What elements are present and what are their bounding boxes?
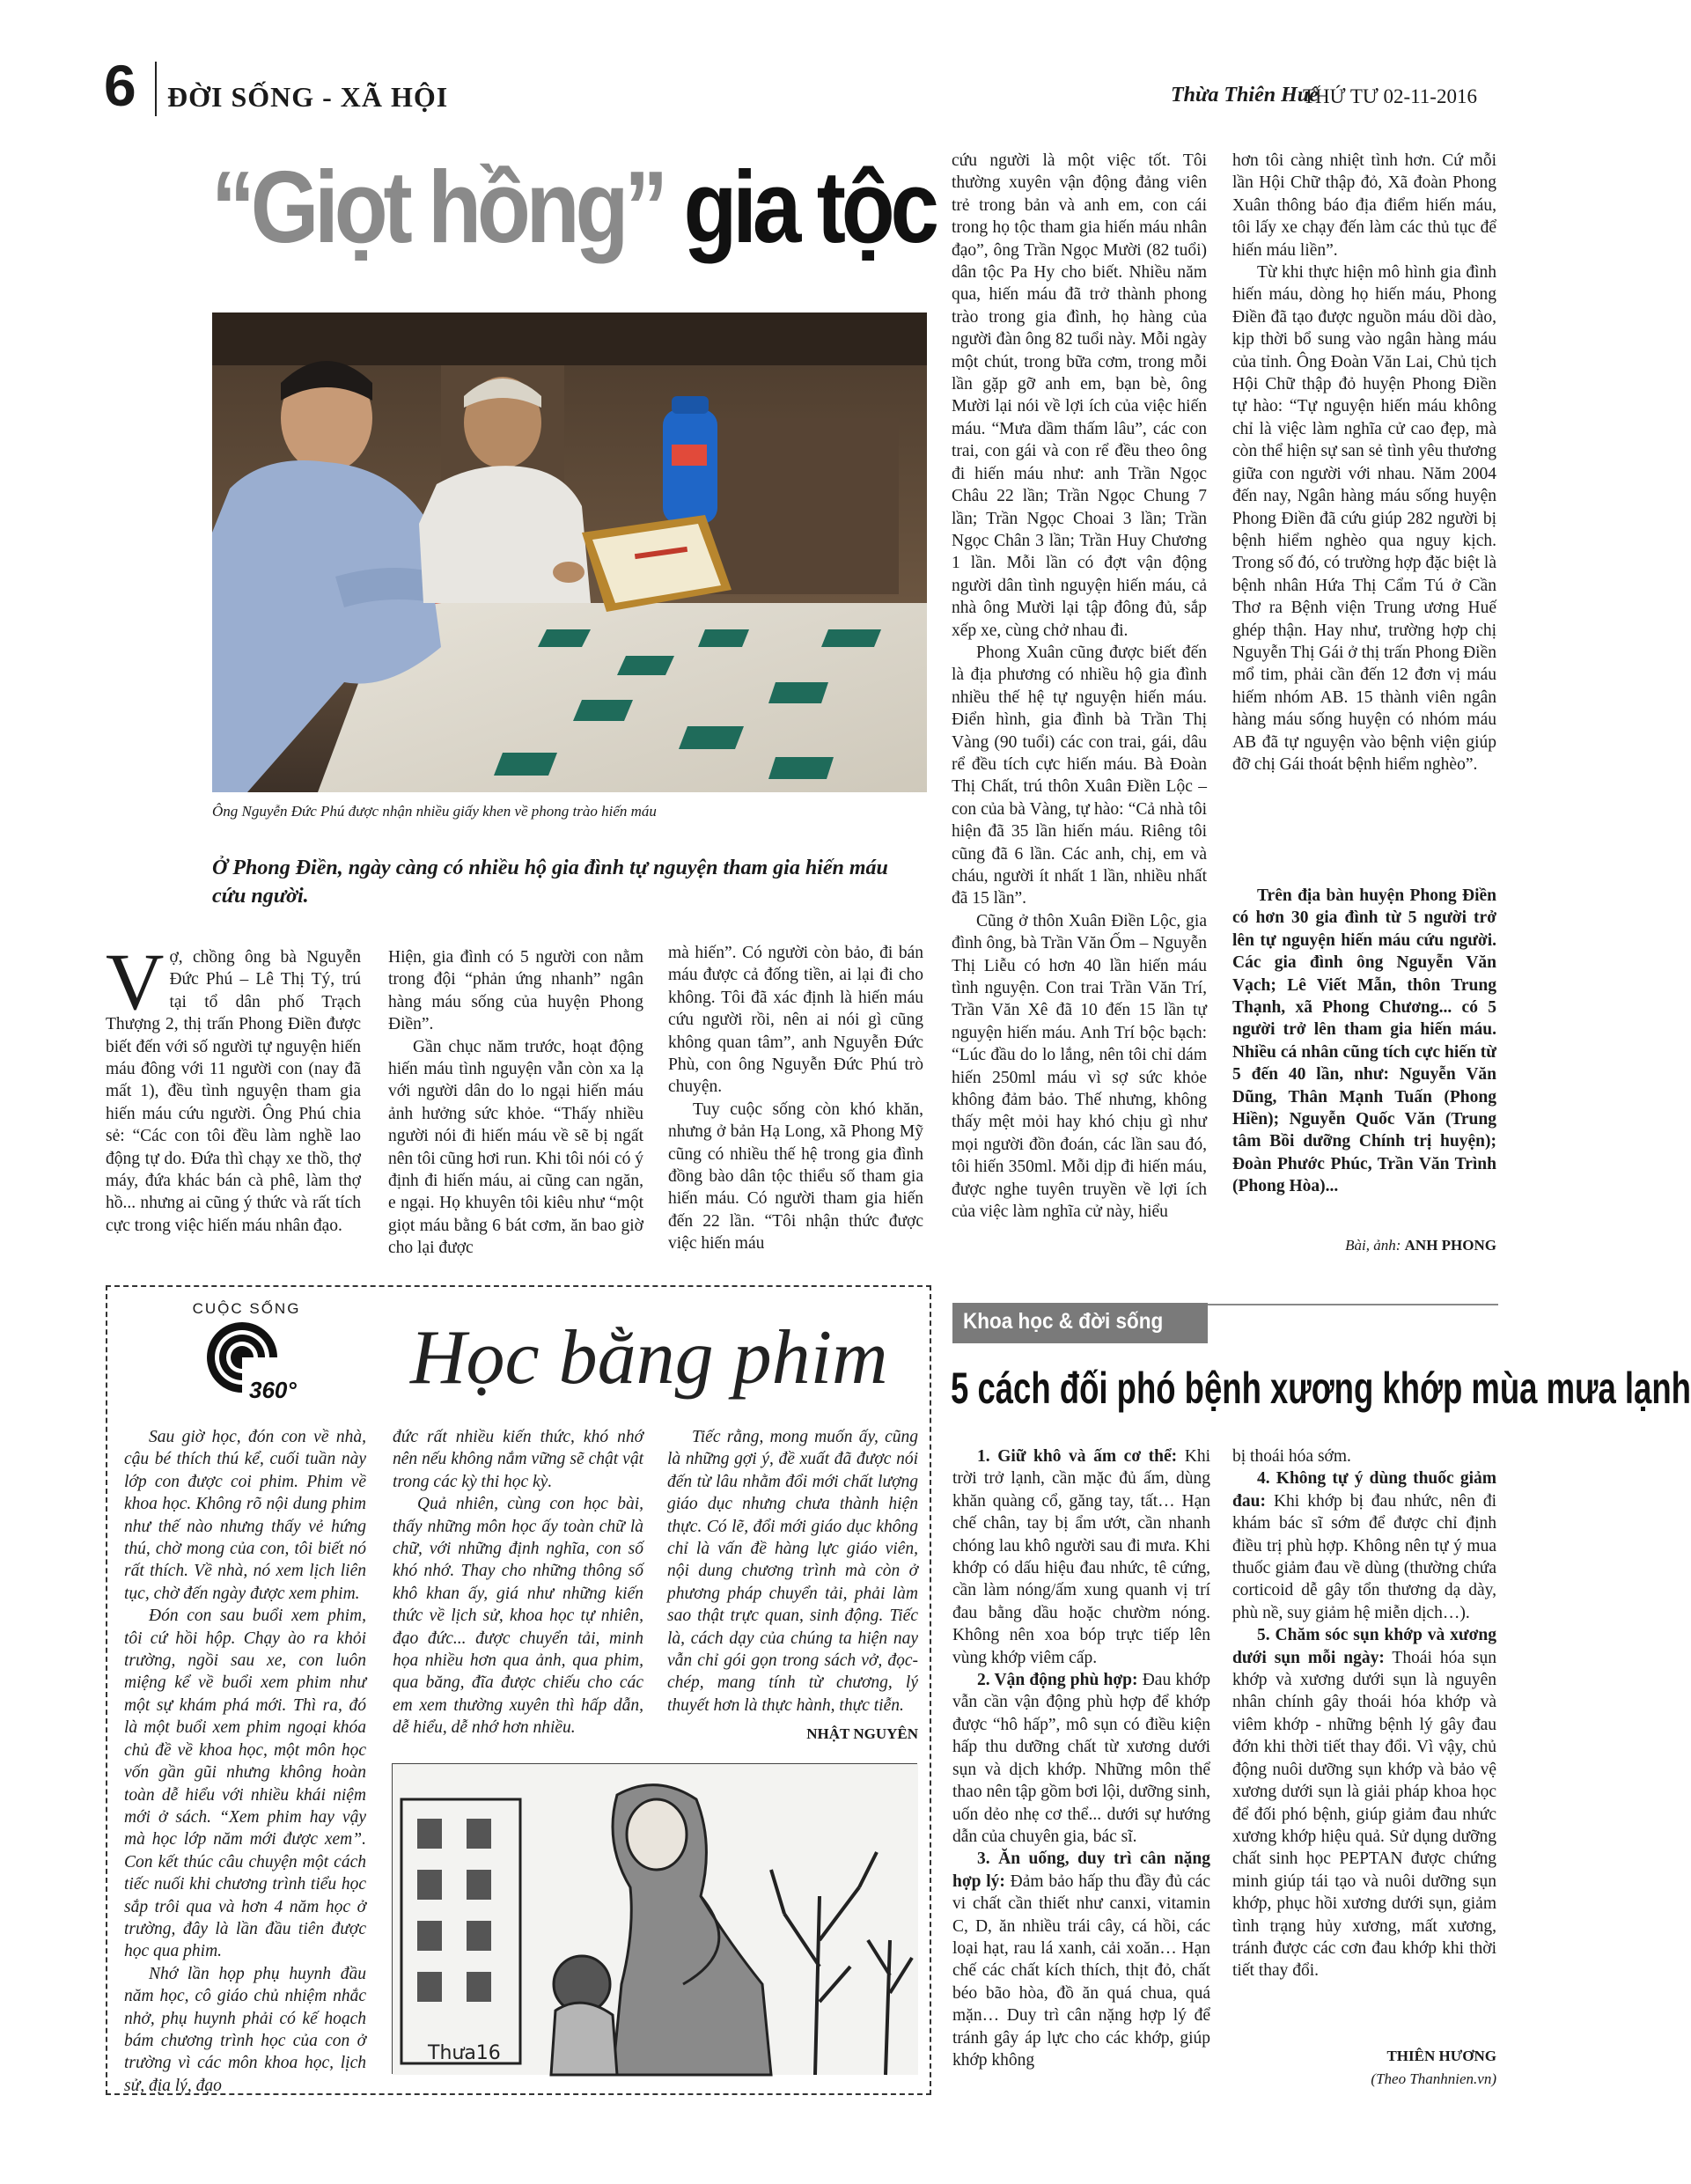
paragraph: Sau giờ học, đón con về nhà, cậu bé thích thú kể, cuối tuần này lớp con được coi phim. Phim về khoa học. Không rõ nội dung phim như thế nào nhưng thấy vẻ hứng thú, chờ mong của con, tôi biết nó rất thích. Về nhà, nó xem lịch liên tục, chờ đến ngày được xem phim. (124, 1428, 366, 1603)
paragraph: 1. Giữ khô và ấm cơ thể: Khi trời trở lạnh, cần mặc đủ ấm, dùng khăn quàng cổ, găng tay, tất… Hạn chế chân, tay bị ẩm ướt, cần nhanh chóng lau khô người sau đi mưa. Khi khớp có dấu hiệu đau nhức, tê cứng, cần làm nóng/ấm xung quanh vị trí đau bằng dầu hoặc chườm nóng. Không nên xoa bóp trực tiếp lên vùng khớp viêm cấp. (952, 1447, 1211, 1667)
headline-quoted: “Giọt hồng” (211, 150, 664, 264)
paragraph: Tuy cuộc sống còn khó khăn, nhưng ở bản Hạ Long, xã Phong Mỹ cũng có nhiều thế hệ trong gia đình đồng bào dân tộc thiểu số tham gia hiến máu. Có người tham gia hiến đến 22 lần. “Tôi nhận thức được việc hiến máu (668, 1099, 923, 1254)
science-source: (Theo Thanhnien.vn) (1371, 2070, 1496, 2087)
paragraph: Trên địa bàn huyện Phong Điền có hơn 30 gia đình từ 5 người trở lên tự nguyện hiến máu cứu người. Các gia đình ông Nguyễn Văn Vạch; Lê Viết Mẫn, thôn Trung Thạnh, xã Phong Chương... có 5 người trở lên tham gia hiến máu. Nhiều cá nhân cũng tích cực hiến từ 5 đến 40 lần, như: Nguyễn Văn Dũng, Thân Mạnh Tuấn (Phong Hiền); Nguyễn Quốc Văn (Trung tâm Bồi dưỡng Chính trị huyện); Đoàn Phước Phúc, Trần Văn Trình (Phong Hòa)... (1232, 886, 1496, 1196)
column-author: NHẬT NGUYÊN (806, 1725, 918, 1742)
science-column-1 (952, 1445, 1210, 2071)
paragraph: bị thoái hóa sớm. (1232, 1447, 1351, 1466)
paragraph: Phong Xuân cũng được biết đến là địa phương có nhiều hộ gia đình nhiều thế hệ tự nguyện hiến máu. Điển hình, gia đình bà Trần Thị Vàng (90 tuổi) các con trai, gái, dâu rể đều tích cực hiến máu. Bà Đoàn Thị Chất, trú thôn Xuân Điền Lộc – con của bà Vàng, tự hào: “Cả nhà tôi hiện đã 35 lần hiến máu. Riêng tôi cũng đã 6 lần. Các anh, chị, em và cháu, người ít nhất 1 lần, nhiều nhất đã 15 lần”. (952, 643, 1207, 908)
paragraph: mà hiến”. Có người còn bảo, đi bán máu được cả đống tiền, ai lại đi cho không. Tôi đã xác định là hiến máu cứu người rồi, nên ai nói gì cũng không quan tâm”, anh Nguyễn Đức Phù, con ông Nguyễn Đức Phú trò chuyện. (668, 944, 923, 1097)
paragraph: đức rất nhiều kiến thức, khó nhớ nên nếu không nắm vững sẽ chật vật trong các kỳ thi học kỳ. (393, 1428, 643, 1491)
paragraph: Vợ, chồng ông bà Nguyễn Đức Phú – Lê Thị Tý, trú tại tổ dân phố Trạch Thượng 2, thị trấn Phong Điền được biết đến với số người tự nguyện hiến máu đông với 11 người con (nay đã mất 1), đều tình nguyện tham gia hiến máu cứu người. Ông Phú chia sẻ: “Các con tôi đều làm nghề lao động tự do. Đứa thì chạy xe thồ, thợ máy, đứa khác bán cà phê, làm thợ hồ... nhưng ai cũng ý thức và rất tích cực trong việc hiến máu nhân đạo. (106, 937, 361, 1235)
column-box-col-1 (124, 1426, 366, 2097)
article-column-1 (106, 937, 361, 1237)
newspaper-name: Thừa Thiên Huế (1171, 84, 1319, 107)
paragraph: Cũng ở thôn Xuân Điền Lộc, gia đình ông, bà Trần Văn Ốm – Nguyễn Thị Liễu có hơn 40 lần hiến máu tình nguyện. Con trai Trần Văn Trí, Trần Văn Xê đã 10 đến 15 lần tự nguyện hiến máu. Anh Trí bộc bạch: “Lúc đầu do lo lắng, nên tôi chỉ dám hiến 250ml máu vì sợ sức khỏe không đảm bảo. Thế nhưng, không thấy mệt mỏi hay khó chịu gì như mọi người đồn đoán, các lần sau đó, tôi hiến 350ml. Mỗi dịp đi hiến máu, được nghe tuyên truyền về lợi ích của việc làm nghĩa cử này, hiểu (952, 911, 1207, 1222)
article-column-2 (388, 946, 643, 1260)
drop-cap: V (106, 937, 165, 1026)
column-box-col-2 (393, 1426, 643, 1739)
column-box-col-3 (667, 1426, 918, 1717)
science-author: THIÊN HƯƠNG (1386, 2048, 1496, 2064)
paragraph: Đón con sau buổi xem phim, tôi cứ hồi hộp. Chạy ào ra khỏi trường, ngồi sau xe, con luôn miệng kể về buổi xem phim như một sự khám phá mới. Thì ra, đó là một buổi xem phim ngoại khóa chủ đề về khoa học, một môn học vốn gần gũi nhưng không hoàn toàn dễ hiểu với nhiều khái niệm mới ở sách. “Xem phim hay vậy mà học lớp năm mới được xem”. Con kết thúc câu chuyện một cách tiếc nuối khi chương trình tiểu học sắp trôi qua và hơn 4 năm học ở trường, đây là lần đầu tiên được học qua phim. (124, 1607, 366, 1961)
logo-label: CUỘC SỐNG (192, 1300, 301, 1317)
paragraph: Gần chục năm trước, hoạt động hiến máu tình nguyện vẫn còn xa lạ với người dân do lo ngại hiến máu ảnh hưởng sức khỏe. “Thấy nhiều người nói đi hiến máu về sẽ bị ngất nên tôi cũng hơi run. Khi tôi nói có ý định đi hiến máu, ai cũng can ngăn, e ngại. Họ khuyên tôi kiêu như “một giọt máu bằng 6 bát cơm, ăn bao giờ cho lại được (388, 1037, 643, 1258)
paragraph: Nhớ lần họp phụ huynh đầu năm học, cô giáo chủ nhiệm nhắc nhở, phụ huynh phải có kế hoạch bám chương trình học của con ở trường vì các môn khoa học, lịch sử, địa lý, đạo (124, 1964, 366, 2095)
paragraph: 4. Không tự ý dùng thuốc giảm đau: Khi khớp bị đau nhức, nên đi khám bác sĩ sớm để được chỉ định điều trị phù hợp. Không nên tự ý mua thuốc giảm đau về dùng (thường chứa corticoid dễ gây tổn thương dạ dày, phù nề, suy giảm hệ miễn dịch…). (1232, 1469, 1496, 1622)
mother-child-drawing (393, 1764, 918, 2075)
article-byline: Bài, ảnh: ANH PHONG (1345, 1237, 1496, 1254)
section-name: ĐỜI SỐNG - XÃ HỘI (167, 81, 449, 113)
article-note (1232, 885, 1496, 1198)
article-lead: Ở Phong Điền, ngày càng có nhiều hộ gia đình tự nguyện tham gia hiến máu cứu người. (212, 857, 888, 908)
paragraph: Tiếc rằng, mong muốn ấy, cũng là những gợi ý, đề xuất đã được nói đến từ lâu nhằm đổi mới chất lượng giáo dục nhưng chưa thành hiện thực. Có lẽ, đổi mới giáo dục không chỉ là vấn đề hàng lực giáo viên, nội dung chương trình mà còn ở phương pháp chuyển tải, phải làm sao thật trực quan, sinh động. Tiếc là, cách dạy của chúng ta hiện nay vẫn chỉ gói gọn trong sách vở, đọc-chép, mang tính từ chương, lý thuyết hơn là thực hành, thực tiễn. (667, 1428, 918, 1715)
paragraph: 2. Vận động phù hợp: Đau khớp vẫn cần vận động phù hợp để khớp được “hô hấp”, mô sụn có điều kiện hấp thu dưỡng chất từ xương dưới sụn và dịch khớp. Những môn thể thao nên tập gồm bơi lội, dưỡng sinh, uốn dẻo nhẹ cơ thể... dưới sự hướng dẫn của chuyên gia, bác sĩ. (952, 1671, 1210, 1846)
paragraph: Quả nhiên, cùng con học bài, thấy những môn học ấy toàn chữ là chữ, với những định nghĩa, con số khó nhớ. Thay cho những thông số khô khan ấy, giá như những kiến thức về lịch sử, khoa học tự nhiên, đạo đức... được chuyển tải, minh họa nhiều hơn qua ảnh, qua phim, qua băng, đĩa được chiếu cho các em xem thường xuyên thì hấp dẫn, dễ hiểu, dễ nhớ hơn nhiều. (393, 1495, 643, 1738)
issue-date: THỨ TƯ 02-11-2016 (1303, 85, 1477, 107)
article-photo (212, 313, 927, 792)
paragraph: Từ khi thực hiện mô hình gia đình hiến máu, dòng họ hiến máu, Phong Điền đã tạo được nguồn máu dồi dào, kịp thời bổ sung vào ngân hàng máu của tỉnh. Ông Đoàn Văn Lai, Chủ tịch Hội Chữ thập đỏ huyện Phong Điền tự hào: “Tự nguyện hiến máu không chỉ là việc làm nghĩa cử cao đẹp, mà còn thể hiện sự san sẻ tình yêu thương giữa con người với nhau. Năm 2004 đến nay, Ngân hàng máu sống huyện Phong Điền đã cứu giúp 282 người bị bệnh hiểm nghèo qua nguy kịch. Trong số đó, có trường hợp đặc biệt là bệnh nhân Hứa Thị Cẩm Tú ở Cần Thơ ra Bệnh viện Trung ương Huế ghép thận. Hay như, trường hợp chị Nguyễn Thị Gái ở thị trấn Phong Điền mổ tim, phải cần đến 12 đơn vị máu hiếm nhóm AB. 15 thành viên ngân hàng máu sống huyện có nhóm máu AB đã tự nguyện vào bệnh viện giúp đỡ chị Gái thoát bệnh hiểm nghèo”. (1232, 263, 1496, 774)
headline-rest: gia tộc (663, 150, 935, 264)
section-tag: Khoa học & đời sống (963, 1309, 1164, 1334)
article-column-5 (1232, 150, 1496, 776)
illustration-signature: Thưa16 (428, 2042, 501, 2064)
page-number: 6 (104, 53, 136, 118)
section-rule (1208, 1304, 1498, 1305)
article-column-3 (668, 942, 923, 1255)
science-headline: 5 cách đối phó bệnh xương khớp mùa mưa lạnh (951, 1364, 1691, 1413)
paragraph: 5. Chăm sóc sụn khớp và xương dưới sụn mỗi ngày: Thoái hóa sụn khớp và xương dưới sụn là nguyên nhân chính gây thoái hóa khớp và viêm khớp - những bệnh lý gây đau đớn khi thời tiết thay đổi. Vì vậy, chủ động nuôi dưỡng sụn khớp và bảo vệ xương dưới sụn là giải pháp khoa học để đối phó bệnh, giúp giảm đau nhức xương khớp hiệu quả. Sử dụng dưỡng chất sinh học PEPTAN được chứng minh giúp tái tạo và nuôi dưỡng sụn khớp, phục hồi xương dưới sụn, giảm tình trạng hủy xương, mất xương, tránh được các cơn đau khớp khi thời tiết thay đổi. (1232, 1626, 1496, 1981)
paragraph: Hiện, gia đình có 5 người con nằm trong đội “phản ứng nhanh” ngân hàng máu sống của huyện Phong Điền”. (388, 948, 643, 1034)
column-headline: Học bằng phim (410, 1315, 888, 1401)
article-column-4 (952, 150, 1207, 1224)
science-column-2 (1232, 1445, 1496, 1982)
photo-caption: Ông Nguyễn Đức Phú được nhận nhiều giấy khen về phong trào hiến máu (212, 803, 657, 820)
paragraph: cứu người là một việc tốt. Tôi thường xuyên vận động đảng viên trẻ trong bản và anh em, con cái trong họ tộc tham gia hiến máu nhân đạo”, ông Trần Ngọc Mười (82 tuổi) dân tộc Pa Hy cho biết. Nhiều năm qua, hiến máu đã trở thành phong trào trong gia đình, họ hàng của người đàn ông 82 tuổi này. Mỗi ngày một chút, trong bữa cơm, trong mỗi lần gặp gỡ anh em, bạn bè, ông Mười lại nói về lợi ích của việc hiến máu. “Mưa dầm thấm lâu”, các con trai, con gái và con rể đều theo ông đi hiến máu như: anh Trần Ngọc Châu 22 lần; Trần Ngọc Chung 7 lần; Trần Ngọc Choai 3 lần; Trần Ngọc Chân 3 lần; Trần Huy Chương 1 lần. Mỗi lần có đợt vận động người dân tình nguyện hiến máu, cả nhà ông Mười lại tập đông đủ, sắp xếp xe, cùng chở nhau đi. (952, 151, 1207, 640)
photo-illustration (212, 313, 927, 792)
cartoon-illustration (392, 1763, 917, 2074)
main-headline (211, 145, 935, 268)
header-divider (155, 62, 157, 116)
paragraph: 3. Ăn uống, duy trì cân nặng hợp lý: Đảm bảo hấp thu đầy đủ các vi chất cần thiết như canxi, vitamin C, D, ăn nhiều trái cây, cá hồi, các loại hạt, rau lá xanh, cải xoăn… Hạn chế các chất kích thích, thịt đỏ, chất béo bão hòa, đồ ăn quá chua, quá mặn… Duy trì cân nặng hợp lý để tránh gây áp lực cho các khớp, giúp khớp không (952, 1849, 1210, 2070)
author-name: ANH PHONG (1404, 1237, 1496, 1254)
paragraph: hơn tôi càng nhiệt tình hơn. Cứ mỗi lần Hội Chữ thập đỏ, Xã đoàn Phong Xuân thông báo địa điểm hiến máu, tôi lấy xe chạy đến làm các thủ tục để hiến máu liền”. (1232, 151, 1496, 260)
logo-number: 360° (249, 1377, 297, 1403)
